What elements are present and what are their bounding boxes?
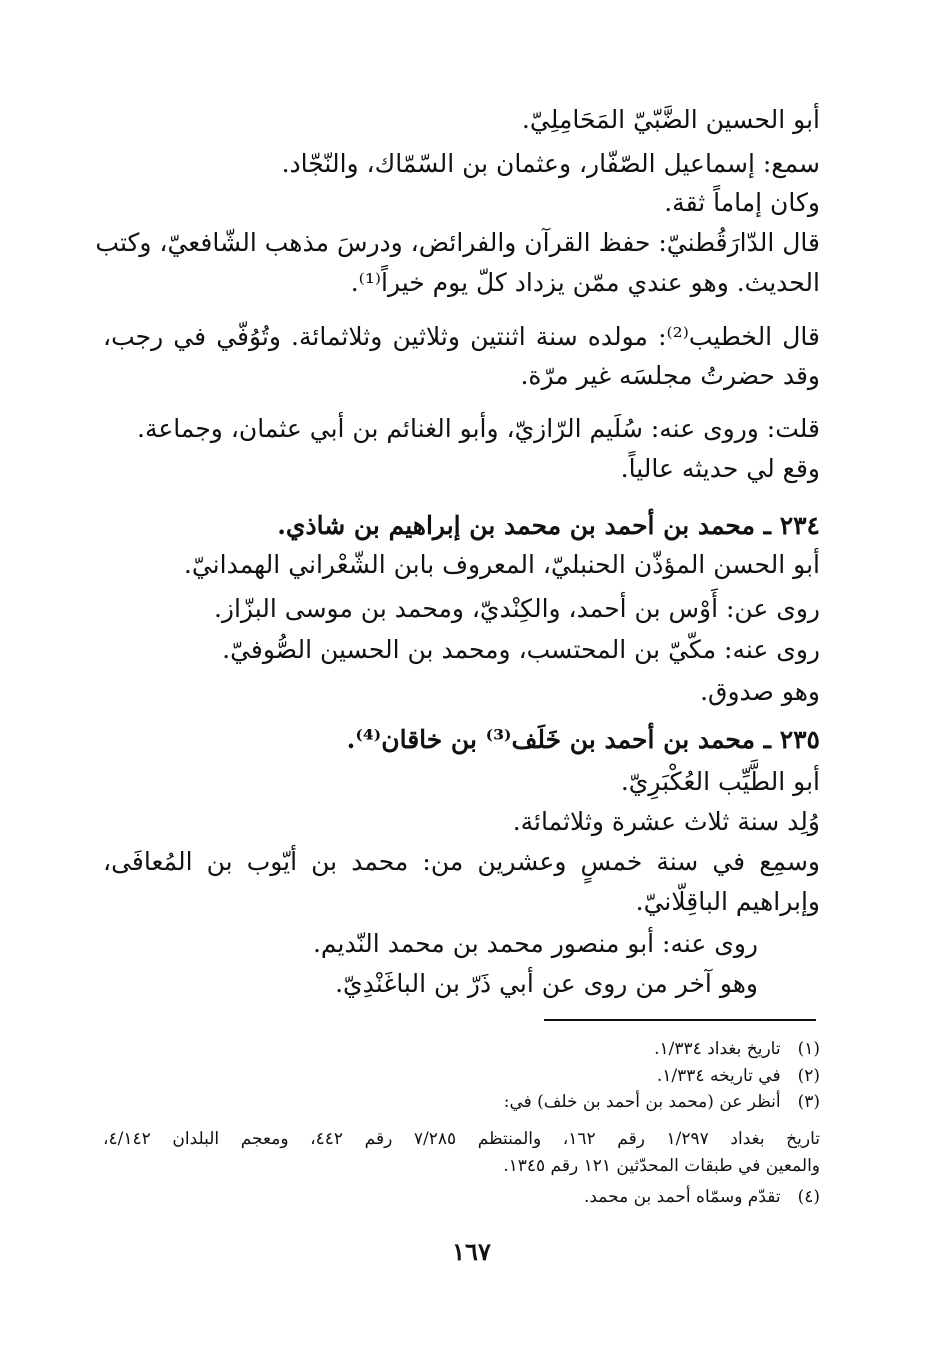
entry-heading: ٢٣٥ ـ محمد بن أحمد بن خَلَف⁽³⁾ بن خاقان⁽⁴⁾. [346, 725, 820, 754]
text-line: روى عنه: مكّيّ بن المحتسب، ومحمد بن الحسين الصُّوفيّ. [222, 635, 820, 664]
text-line: أبو الطَّيِّب العُكْبَرِيّ. [620, 767, 820, 796]
footnote-number: (٣) [797, 1092, 820, 1112]
text-line: الحديث. وهو عندي ممّن يزداد كلّ يوم خيراً⁽¹⁾. [350, 268, 820, 297]
text-line: وُلِد سنة ثلاث عشرة وثلاثمائة. [512, 807, 820, 836]
text-line: قال الخطيب⁽²⁾: مولده سنة اثنتين وثلاثين وثلاثمائة. وتُوُفّي في رجب، [103, 322, 820, 351]
text-line: قال الدّارَقُطنيّ: حفظ القرآن والفرائض، ودرسَ مذهب الشّافعيّ، وكتب [95, 228, 820, 257]
text-line: أبو الحسن المؤذّن الحنبليّ، المعروف بابن الشّعْراني الهمدانيّ. [183, 550, 820, 579]
footnote-continuation: تاريخ بغداد ١/٢٩٧ رقم ١٦٢، والمنتظم ٧/٢٨٥ رقم ٤٤٢، ومعجم البلدان ٤/١٤٢، [103, 1129, 820, 1149]
text-line: وقد حضرتُ مجلسَه غير مرّة. [520, 361, 820, 390]
footnote-text: أنظر عن (محمد بن أحمد بن خلف) في: [503, 1092, 781, 1112]
text-line: روى عنه: أبو منصور محمد بن محمد النّديم. [312, 929, 758, 958]
footnote-number: (٢) [797, 1066, 820, 1086]
text-line: سمع: إسماعيل الصّفّار، وعثمان بن السّمّاك، والنّجّاد. [281, 149, 820, 178]
footnote [654, 1036, 820, 1062]
text-line: وسمِع في سنة خمسٍ وعشرين من: محمد بن أيّوب بن المُعافَى، [103, 847, 820, 876]
entry-heading: ٢٣٤ ـ محمد بن أحمد بن محمد بن إبراهيم بن شاذي. [277, 511, 820, 540]
footnote-number: (١) [797, 1039, 820, 1059]
text-line: وهو صدوق. [700, 677, 820, 706]
text-line: وهو آخر من روى عن أبي ذَرّ بن الباغَنْدِيّ. [335, 969, 758, 998]
text-line: أبو الحسين الضَّبّيّ المَحَامِلِيّ. [521, 105, 820, 134]
footnote [657, 1063, 820, 1089]
footnote-number: (٤) [797, 1187, 820, 1207]
footnote-text: تاريخ بغداد ١/٣٣٤. [654, 1039, 781, 1059]
footnote-text: تقدّم وسمّاه أحمد بن محمد. [583, 1187, 781, 1207]
footnote-continuation: والمعين في طبقات المحدّثين ١٢١ رقم ١٣٤٥. [503, 1156, 820, 1176]
text-line: قلت: وروى عنه: سُلَيم الرّازيّ، وأبو الغنائم بن أبي عثمان، وجماعة. [137, 414, 820, 443]
footnote-text: في تاريخه ١/٣٣٤. [656, 1066, 781, 1086]
footnote [584, 1184, 820, 1210]
footnote-divider [544, 1019, 816, 1021]
text-line: وقع لي حديثه عالياً. [620, 454, 820, 483]
text-line: روى عن: أَوْس بن أحمد، والكِنْديّ، ومحمد بن موسى البزّاز. [213, 594, 820, 623]
text-line: وكان إماماً ثقة. [664, 188, 820, 217]
page-number: ١٦٧ [452, 1237, 491, 1266]
footnote [504, 1089, 820, 1115]
text-line: وإبراهيم الباقِلّانيّ. [635, 887, 820, 916]
